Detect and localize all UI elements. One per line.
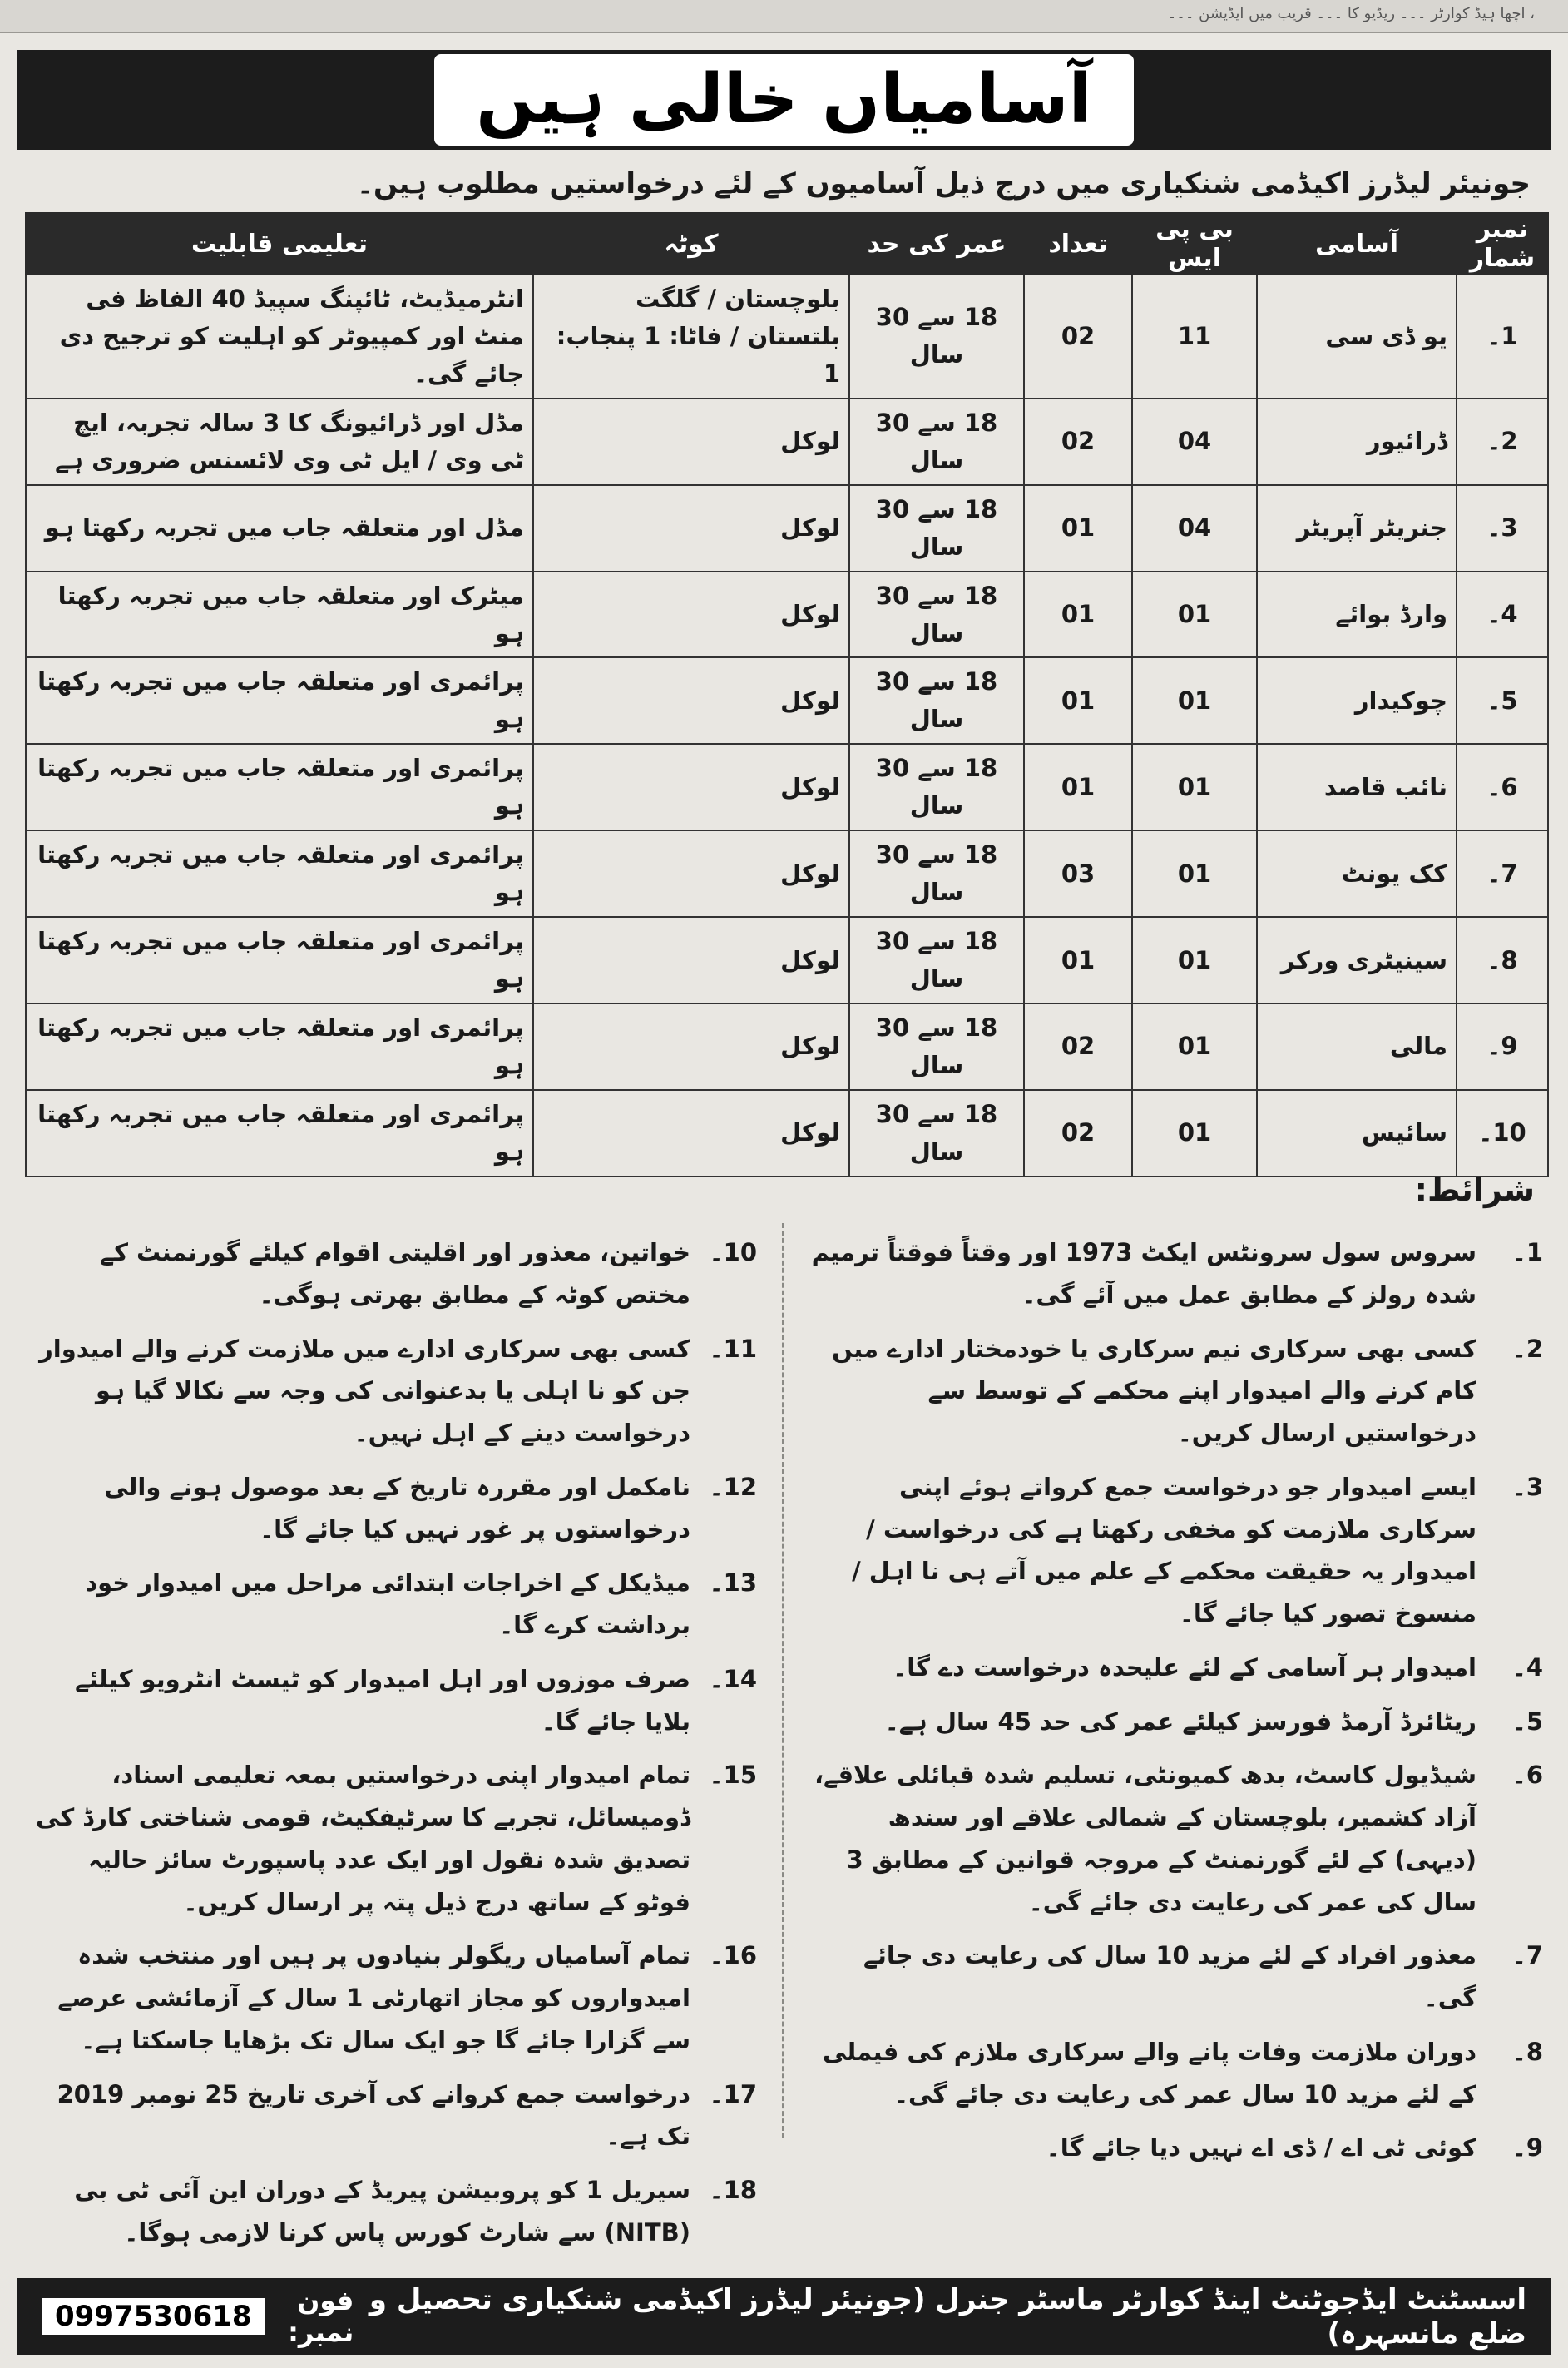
condition-item — [811, 1328, 1543, 1454]
condition-item — [25, 1231, 757, 1316]
condition-text: تمام امیدوار اپنی درخواستیں بمعہ تعلیمی اسناد، ڈومیسائل، تجربے کا سرٹیفکیٹ، قومی شناختی کارڈ کی تصدیق شدہ نقول اور ایک عدد پاسپورٹ سائز حالیہ فوٹو کے ساتھ درج ذیل پتہ پر ارسال کریں۔ — [36, 1761, 690, 1916]
table-row — [26, 657, 1548, 744]
title-banner — [17, 50, 1551, 150]
header-count: تعداد — [1024, 213, 1132, 275]
condition-text: سروس سول سرونٹس ایکٹ 1973 اور وقتاً فوقتاً ترمیم شدہ رولز کے مطابق عمل میں آئے گی۔ — [811, 1238, 1476, 1309]
cell-qualification: پرائمری اور متعلقہ جاب میں تجربہ رکھتا ہو — [26, 830, 533, 917]
cell-quota: لوکل — [533, 485, 849, 572]
vacancies-table — [25, 212, 1549, 1177]
cell-post: مالی — [1257, 1003, 1457, 1090]
cell-quota: لوکل — [533, 917, 849, 1003]
cell-bps: 01 — [1132, 1090, 1257, 1177]
cell-count: 02 — [1024, 275, 1132, 399]
cell-bps: 01 — [1132, 830, 1257, 917]
conditions-heading: شرائط: — [1414, 1172, 1535, 1208]
condition-item — [811, 1647, 1543, 1689]
column-divider — [782, 1223, 784, 2138]
cell-serial: 6۔ — [1457, 744, 1548, 830]
condition-item — [25, 1754, 757, 1923]
cell-post: وارڈ بوائے — [1257, 572, 1457, 658]
condition-text: کسی بھی سرکاری نیم سرکاری یا خودمختار ادارے میں کام کرنے والے امیدوار اپنے محکمے کے توسط سے درخواستیں ارسال کریں۔ — [832, 1334, 1476, 1447]
cell-count: 02 — [1024, 1003, 1132, 1090]
cell-age: 18 سے 30 سال — [849, 657, 1024, 744]
cell-count: 01 — [1024, 917, 1132, 1003]
cell-post: کک یونٹ — [1257, 830, 1457, 917]
footer-bar — [17, 2278, 1551, 2355]
cell-count: 01 — [1024, 744, 1132, 830]
footer-phone — [42, 2285, 354, 2348]
condition-number: 18۔ — [709, 2176, 757, 2204]
condition-number: 10۔ — [709, 1238, 757, 1266]
condition-number: 7۔ — [1511, 1941, 1543, 1970]
cell-age: 18 سے 30 سال — [849, 485, 1024, 572]
condition-item — [25, 2073, 757, 2158]
cell-qualification: پرائمری اور متعلقہ جاب میں تجربہ رکھتا ہو — [26, 917, 533, 1003]
cell-qualification: پرائمری اور متعلقہ جاب میں تجربہ رکھتا ہو — [26, 744, 533, 830]
table-row — [26, 399, 1548, 485]
cell-age: 18 سے 30 سال — [849, 917, 1024, 1003]
condition-text: ایسے امیدوار جو درخواست جمع کرواتے ہوئے اپنی سرکاری ملازمت کو مخفی رکھتا ہے کی درخواست / امیدوار یہ حقیقت محکمے کے علم میں آتے ہی نا اہل / منسوخ تصور کیا جائے گا۔ — [852, 1472, 1476, 1627]
cell-bps: 01 — [1132, 572, 1257, 658]
condition-item — [811, 1231, 1543, 1316]
table-row — [26, 1090, 1548, 1177]
cell-age: 18 سے 30 سال — [849, 275, 1024, 399]
condition-item — [25, 1935, 757, 2061]
condition-text: سیریل 1 کو پروبیشن پیریڈ کے دوران این آئی ٹی بی (NITB) سے شارٹ کورس پاس کرنا لازمی ہوگا۔ — [74, 2176, 690, 2247]
condition-item — [811, 1935, 1543, 2019]
cell-bps: 11 — [1132, 275, 1257, 399]
table-row — [26, 744, 1548, 830]
table-row — [26, 830, 1548, 917]
cell-quota: لوکل — [533, 1090, 849, 1177]
cell-post: نائب قاصد — [1257, 744, 1457, 830]
condition-item — [811, 1754, 1543, 1923]
condition-text: امیدوار ہر آسامی کے لئے علیحدہ درخواست دے گا۔ — [893, 1652, 1476, 1682]
cell-serial: 1۔ — [1457, 275, 1548, 399]
condition-item — [811, 1466, 1543, 1635]
condition-item — [811, 2031, 1543, 2116]
intro-text: جونیئر لیڈرز اکیڈمی شنکیاری میں درج ذیل آسامیوں کے لئے درخواستیں مطلوب ہیں۔ — [357, 167, 1531, 201]
cell-serial: 9۔ — [1457, 1003, 1548, 1090]
cell-post: سائیس — [1257, 1090, 1457, 1177]
condition-number: 3۔ — [1511, 1472, 1543, 1501]
cell-count: 01 — [1024, 572, 1132, 658]
cell-serial: 7۔ — [1457, 830, 1548, 917]
condition-text: نامکمل اور مقررہ تاریخ کے بعد موصول ہونے والی درخواستوں پر غور نہیں کیا جائے گا۔ — [104, 1472, 690, 1543]
condition-number: 2۔ — [1511, 1334, 1543, 1363]
cell-post: ڈرائیور — [1257, 399, 1457, 485]
newspaper-top-strip — [0, 0, 1568, 33]
condition-number: 13۔ — [709, 1568, 757, 1598]
cell-qualification: پرائمری اور متعلقہ جاب میں تجربہ رکھتا ہو — [26, 1003, 533, 1090]
condition-text: کسی بھی سرکاری ادارے میں ملازمت کرنے والے امیدوار جن کو نا اہلی یا بدعنوانی کی وجہ سے نکالا گیا ہو درخواست دینے کے اہل نہیں۔ — [39, 1334, 690, 1447]
cell-bps: 04 — [1132, 485, 1257, 572]
cell-quota: لوکل — [533, 399, 849, 485]
footer-address: اسسٹنٹ ایڈجوٹنٹ اینڈ کوارٹر ماسٹر جنرل (جونیئر لیڈرز اکیڈمی شنکیاری تحصیل و ضلع مانسہرہ) — [369, 2282, 1526, 2351]
cell-count: 02 — [1024, 399, 1132, 485]
header-serial: نمبر شمار — [1457, 213, 1548, 275]
table-row — [26, 275, 1548, 399]
cell-quota: لوکل — [533, 657, 849, 744]
header-bps: بی پی ایس — [1132, 213, 1257, 275]
cell-serial: 5۔ — [1457, 657, 1548, 744]
condition-text: صرف موزوں اور اہل امیدوار کو ٹیسٹ انٹرویو کیلئے بلایا جائے گا۔ — [75, 1664, 690, 1736]
cell-bps: 01 — [1132, 744, 1257, 830]
cell-quota: لوکل — [533, 572, 849, 658]
table-row — [26, 1003, 1548, 1090]
header-age: عمر کی حد — [849, 213, 1024, 275]
cell-quota: لوکل — [533, 1003, 849, 1090]
cell-post: جنریٹر آپریٹر — [1257, 485, 1457, 572]
condition-number: 17۔ — [709, 2079, 757, 2108]
condition-item — [25, 1466, 757, 1551]
cell-bps: 01 — [1132, 657, 1257, 744]
cell-qualification: پرائمری اور متعلقہ جاب میں تجربہ رکھتا ہو — [26, 1090, 533, 1177]
condition-text: ریٹائرڈ آرمڈ فورسز کیلئے عمر کی حد 45 سال ہے۔ — [884, 1707, 1476, 1736]
cell-post: سینیٹری ورکر — [1257, 917, 1457, 1003]
cell-serial: 10۔ — [1457, 1090, 1548, 1177]
condition-number: 12۔ — [709, 1472, 757, 1501]
condition-text: دوران ملازمت وفات پانے والے سرکاری ملازم کی فیملی کے لئے مزید 10 سال عمر کی رعایت دی جائے گی۔ — [822, 2037, 1476, 2108]
condition-text: معذور افراد کے لئے مزید 10 سال کی رعایت دی جائے گی۔ — [863, 1941, 1476, 2012]
cell-count: 03 — [1024, 830, 1132, 917]
condition-item — [25, 1658, 757, 1743]
header-post: آسامی — [1257, 213, 1457, 275]
cell-age: 18 سے 30 سال — [849, 1003, 1024, 1090]
cell-qualification: مڈل اور متعلقہ جاب میں تجربہ رکھتا ہو — [26, 485, 533, 572]
cell-serial: 8۔ — [1457, 917, 1548, 1003]
cell-age: 18 سے 30 سال — [849, 744, 1024, 830]
table-row — [26, 485, 1548, 572]
condition-number: 9۔ — [1511, 2133, 1543, 2162]
condition-text: تمام آسامیاں ریگولر بنیادوں پر ہیں اور منتخب شدہ امیدواروں کو مجاز اتھارٹی 1 سال کے آزمائشی عرصے سے گزارا جائے گا جو ایک سال تک بڑھایا جاسکتا ہے۔ — [57, 1941, 690, 2054]
cell-age: 18 سے 30 سال — [849, 1090, 1024, 1177]
condition-number: 6۔ — [1511, 1761, 1543, 1790]
condition-item — [811, 2127, 1543, 2169]
condition-item — [811, 1701, 1543, 1743]
header-qualification: تعلیمی قابلیت — [26, 213, 533, 275]
cell-age: 18 سے 30 سال — [849, 830, 1024, 917]
cell-quota: بلوچستان / گلگت بلتستان / فاٹا: 1 پنجاب: 1 — [533, 275, 849, 399]
cell-qualification: مڈل اور ڈرائیونگ کا 3 سالہ تجربہ، ایچ ٹی وی / ایل ٹی وی لائسنس ضروری ہے — [26, 399, 533, 485]
condition-text: خواتین، معذور اور اقلیتی اقوام کیلئے گورنمنٹ کے مختص کوٹہ کے مطابق بھرتی ہوگی۔ — [100, 1238, 690, 1309]
conditions-left-column — [25, 1231, 757, 2266]
condition-item — [25, 1562, 757, 1647]
condition-number: 15۔ — [709, 1761, 757, 1790]
cell-quota: لوکل — [533, 830, 849, 917]
cell-count: 01 — [1024, 657, 1132, 744]
top-strip-text: ، اچھا ہیڈ کوارٹر ۔۔۔ ریڈیو کا ۔۔۔ قریب میں ایڈیشن ۔۔۔ — [1167, 5, 1535, 22]
cell-count: 02 — [1024, 1090, 1132, 1177]
cell-serial: 4۔ — [1457, 572, 1548, 658]
condition-item — [25, 2169, 757, 2254]
cell-qualification: انٹرمیڈیٹ، ٹائپنگ سپیڈ 40 الفاظ فی منٹ اور کمپیوٹر کو اہلیت کو ترجیح دی جائے گی۔ — [26, 275, 533, 399]
condition-number: 11۔ — [709, 1334, 757, 1363]
condition-number: 8۔ — [1511, 2037, 1543, 2066]
table-row — [26, 917, 1548, 1003]
cell-quota: لوکل — [533, 744, 849, 830]
cell-post: یو ڈی سی — [1257, 275, 1457, 399]
cell-bps: 01 — [1132, 1003, 1257, 1090]
condition-number: 4۔ — [1511, 1652, 1543, 1682]
page-title: آسامیاں خالی ہیں — [434, 54, 1134, 146]
cell-qualification: پرائمری اور متعلقہ جاب میں تجربہ رکھتا ہو — [26, 657, 533, 744]
phone-number: 0997530618 — [42, 2298, 265, 2335]
condition-number: 1۔ — [1511, 1238, 1543, 1266]
condition-text: میڈیکل کے اخراجات ابتدائی مراحل میں امیدوار خود برداشت کرے گا۔ — [85, 1568, 690, 1639]
cell-age: 18 سے 30 سال — [849, 399, 1024, 485]
cell-post: چوکیدار — [1257, 657, 1457, 744]
header-quota: کوٹہ — [533, 213, 849, 275]
cell-serial: 3۔ — [1457, 485, 1548, 572]
table-row — [26, 572, 1548, 658]
cell-age: 18 سے 30 سال — [849, 572, 1024, 658]
cell-count: 01 — [1024, 485, 1132, 572]
cell-bps: 04 — [1132, 399, 1257, 485]
cell-serial: 2۔ — [1457, 399, 1548, 485]
table-header-row — [26, 213, 1548, 275]
phone-label: فون نمبر: — [288, 2285, 354, 2348]
cell-qualification: میٹرک اور متعلقہ جاب میں تجربہ رکھتا ہو — [26, 572, 533, 658]
condition-number: 14۔ — [709, 1664, 757, 1693]
condition-text: شیڈیول کاسٹ، بدھ کمیونٹی، تسلیم شدہ قبائلی علاقے، آزاد کشمیر، بلوچستان کے شمالی علاقے اور سندھ (دیہی) کے لئے گورنمنٹ کے مروجہ قوانین کے مطابق 3 سال کی عمر کی رعایت دی جائے گی۔ — [814, 1761, 1476, 1916]
condition-number: 16۔ — [709, 1941, 757, 1970]
conditions-right-column — [811, 1231, 1543, 2181]
condition-text: کوئی ٹی اے / ڈی اے نہیں دیا جائے گا۔ — [1046, 2133, 1476, 2162]
condition-item — [25, 1328, 757, 1454]
condition-number: 5۔ — [1511, 1707, 1543, 1736]
condition-text: درخواست جمع کروانے کی آخری تاریخ 25 نومبر 2019 تک ہے۔ — [57, 2079, 690, 2151]
cell-bps: 01 — [1132, 917, 1257, 1003]
